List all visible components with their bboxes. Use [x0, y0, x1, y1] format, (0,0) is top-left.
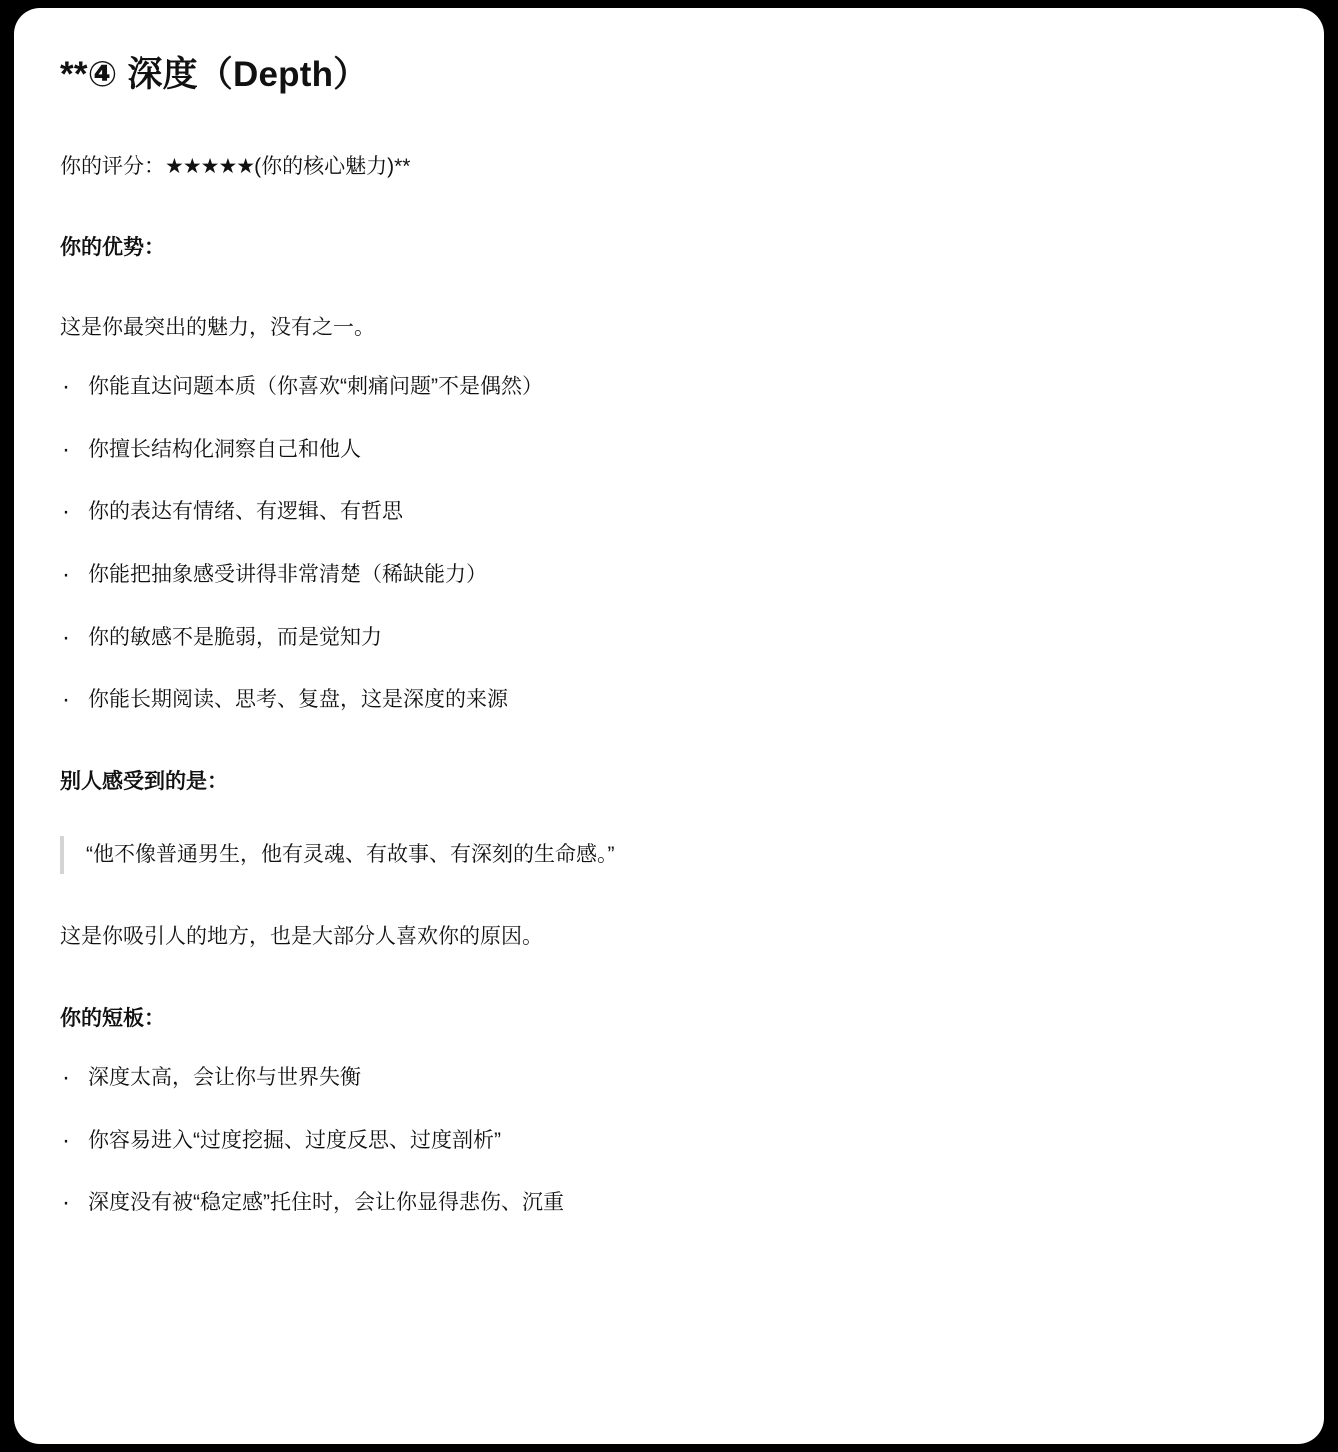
list-item: · 深度没有被“稳定感”托住时，会让你显得悲伤、沉重 — [60, 1186, 1278, 1220]
strengths-list — [60, 370, 1278, 717]
strengths-lead: 这是你最突出的魅力，没有之一。 — [60, 315, 375, 339]
perception-closing: 这是你吸引人的地方，也是大部分人喜欢你的原因。 — [60, 925, 543, 949]
list-item: · 你的表达有情绪、有逻辑、有哲思 — [60, 495, 1278, 529]
weaknesses-heading: 你的短板： — [60, 1006, 165, 1030]
list-item: · 你的敏感不是脆弱，而是觉知力 — [60, 621, 1278, 655]
list-item: · 你能直达问题本质（你喜欢“刺痛问题”不是偶然） — [60, 370, 1278, 404]
page-title: **④ 深度（Depth） — [60, 55, 369, 94]
list-item: · 你能长期阅读、思考、复盘，这是深度的来源 — [60, 683, 1278, 717]
rating-label: 你的评分： — [60, 154, 165, 178]
weaknesses-list — [60, 1061, 1278, 1220]
list-item: · 你擅长结构化洞察自己和他人 — [60, 433, 1278, 467]
list-item: · 你容易进入“过度挖掘、过度反思、过度剖析” — [60, 1124, 1278, 1158]
perception-heading: 别人感受到的是： — [60, 769, 228, 793]
card-inner — [14, 8, 1324, 1269]
list-item: · 深度太高，会让你与世界失衡 — [60, 1061, 1278, 1095]
rating-row — [60, 150, 1278, 184]
star-rating-icon: ★★★★★ — [165, 154, 255, 178]
content-card — [14, 8, 1324, 1444]
rating-note: (你的核心魅力)** — [254, 154, 411, 178]
perception-quote: “他不像普通男生，他有灵魂、有故事、有深刻的生命感。” — [60, 836, 1278, 874]
strengths-heading: 你的优势： — [60, 236, 165, 260]
list-item: · 你能把抽象感受讲得非常清楚（稀缺能力） — [60, 558, 1278, 592]
